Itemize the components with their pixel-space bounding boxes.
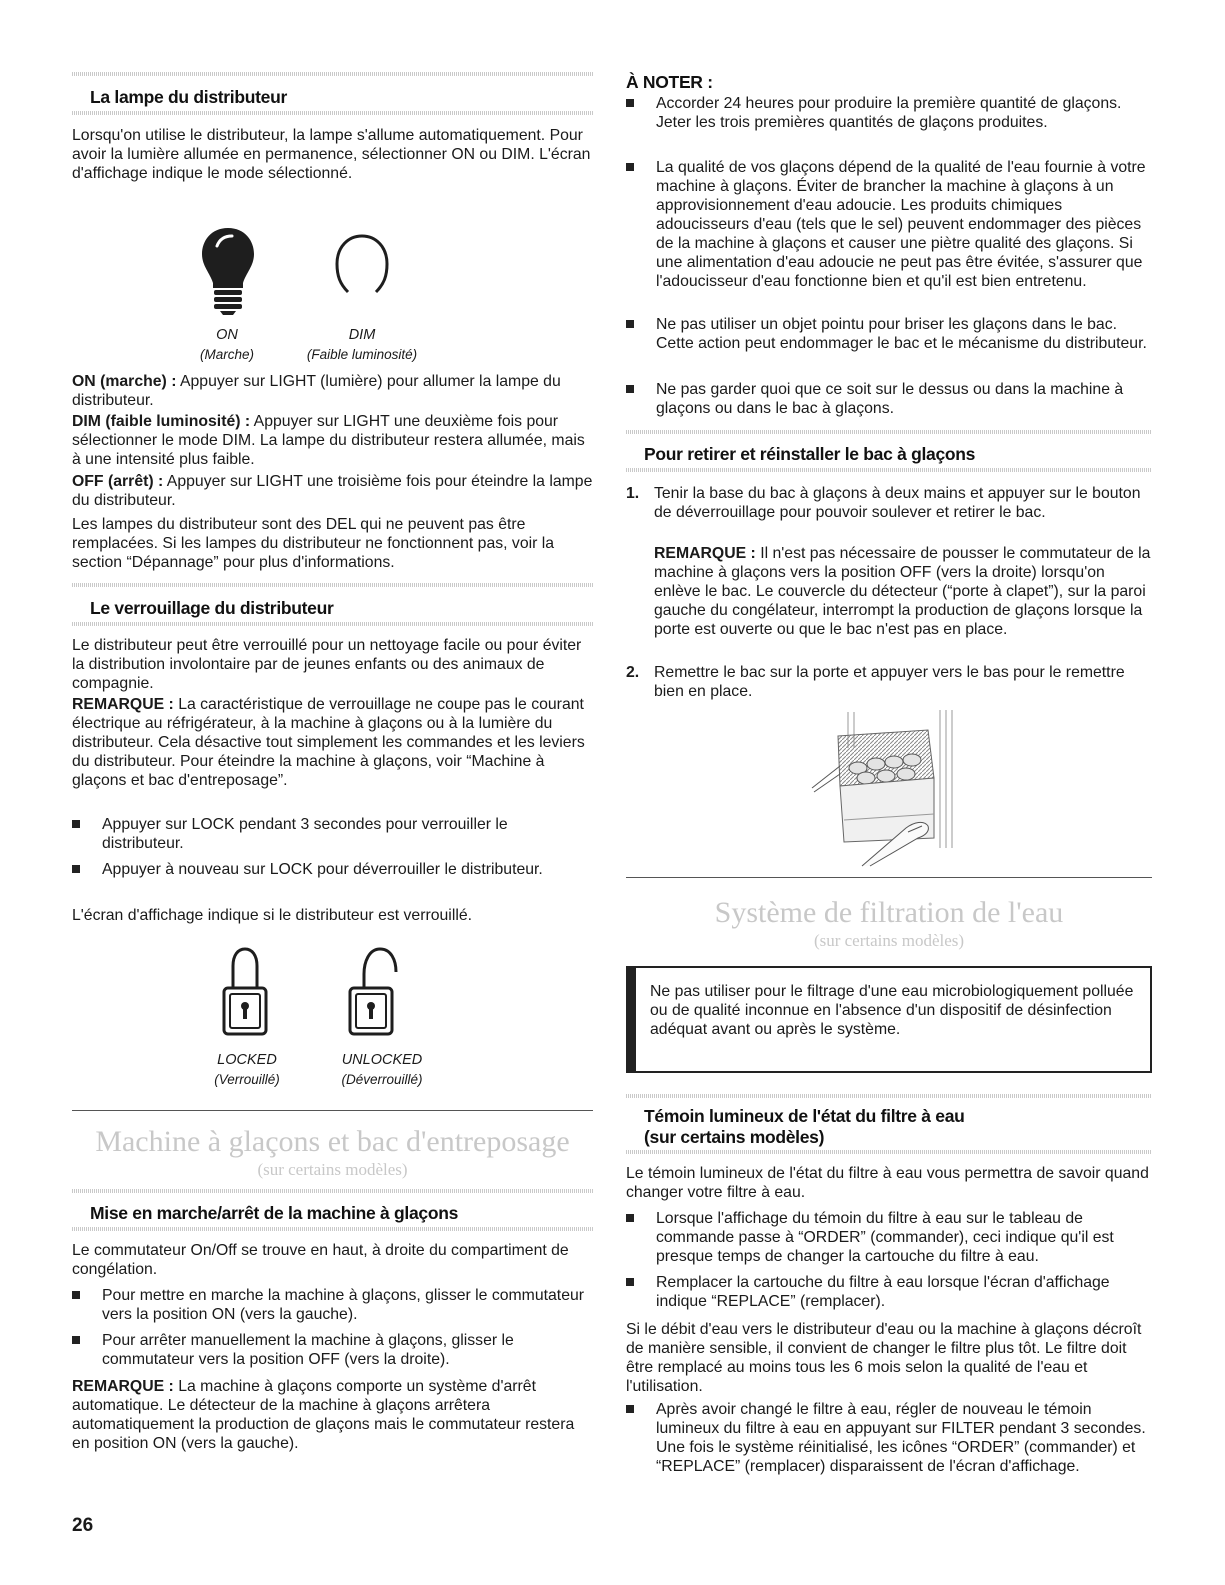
indicator-intro: Le témoin lumineux de l'état du filtre à eau vous permettra de savoir quand changer votre filtre à eau. [626, 1165, 1149, 1201]
bullet-square-icon [72, 865, 80, 873]
indicator-bullet: Remplacer la cartouche du filtre à eau lorsque l'écran d'affichage indique “REPLACE” (remplacer). [626, 1273, 1152, 1313]
onoff-heading: Mise en marche/arrêt de la machine à glaçons [90, 1203, 459, 1223]
notes-heading: À NOTER : [626, 72, 713, 92]
lamp-led-paragraph: Les lampes du distributeur sont des DEL qui ne peuvent pas être remplacées. Si les lampes du distributeur ne fonctionnent pas, voir la section “Dépannage” pour plus d'informations. [72, 516, 555, 571]
bin-heading: Pour retirer et réinstaller le bac à glaçons [644, 444, 976, 464]
lamp-dim-caption: DIM (Faible luminosité) [306, 327, 418, 362]
bullet-square-icon [626, 320, 634, 328]
indicator-heading: Témoin lumineux de l'état du filtre à eau (sur certains modèles) [644, 1106, 965, 1147]
lock-note-term: REMARQUE : [72, 696, 174, 713]
lamp-intro: Lorsqu'on utilise le distributeur, la lampe s'allume automatiquement. Pour avoir la lumière allumée en permanence, sélectionner ON ou DIM. L'écran d'affichage indique le mode sélectionné. [72, 127, 591, 182]
bin-step-1: 1. Tenir la base du bac à glaçons à deux mains et appuyer sur le bouton de déverrouillage pour pouvoir soulever et retirer le bac. [626, 485, 1141, 521]
locked-icon [222, 944, 268, 1038]
lock-heading: Le verrouillage du distributeur [90, 598, 334, 618]
section-rule [626, 468, 1152, 472]
section-rule [72, 1227, 593, 1231]
indicator-flow-text: Si le débit d'eau vers le distributeur d'eau ou la machine à glaçons décroît de manière sensible, il convient de changer le filtre plus tôt. Le filtre doit être remplacé au moins tous les 6 mois selon la qualité de l'eau et l'utilisation. [626, 1321, 1142, 1395]
bullet-square-icon [72, 1336, 80, 1344]
bullet-square-icon [626, 1278, 634, 1286]
bin-step-2: 2. Remettre le bac sur la porte et appuyer vers le bas pour le remettre bien en place. [626, 664, 1125, 700]
bullet-square-icon [72, 1291, 80, 1299]
lamp-off-paragraph: OFF (arrêt) : Appuyer sur LIGHT une troisième fois pour éteindre la lampe du distributeur. [72, 473, 593, 509]
warning-text: Ne pas utiliser pour le filtrage d'une eau microbiologiquement polluée ou de qualité inconnue en l'absence d'un dispositif de désinfection adéquat avant ou après le système. [650, 983, 1134, 1038]
section-rule [72, 1189, 593, 1193]
section-rule [72, 111, 593, 115]
notes-bullet: La qualité de vos glaçons dépend de la qualité de l'eau fournie à votre machine à glaçons. Éviter de brancher la machine à glaçons à un approvisionnement d'eau adoucie. Les produits chimiques adoucisseurs d'eau (tels que le sel) peuvent endommager des pièces de la machine à glaçons et causer une piètre qualité des glaçons. Si une alimentation d'eau adoucie ne peut pas être évitée, s'assurer que l'adoucisseur d'eau fonctionne bien et qu'il est bien entretenu. [626, 158, 1152, 308]
bullet-square-icon [72, 820, 80, 828]
section-rule [72, 72, 593, 76]
lock-bullet: Appuyer à nouveau sur LOCK pour déverrouiller le distributeur. [72, 860, 593, 900]
section-rule [72, 583, 593, 587]
unlocked-icon [348, 944, 408, 1038]
bin-step-1-note: REMARQUE : Il n'est pas nécessaire de pousser le commutateur de la machine à glaçons vers la position OFF (vers la droite) lorsqu'on enlève le bac. Le couvercle du détecteur (“porte à clapet”), sur la paroi gauche du congélateur, interrompt la production de glaçons lorsque la porte est ouverte ou que le bac n'est pas en place. [654, 545, 1151, 638]
onoff-intro: Le commutateur On/Off se trouve en haut, à droite du compartiment de congélation. [72, 1242, 569, 1278]
section-rule [626, 1094, 1152, 1098]
section-divider [626, 877, 1152, 878]
bullet-square-icon [626, 1405, 634, 1413]
onoff-note: REMARQUE : La machine à glaçons comporte un système d'arrêt automatique. Le détecteur de la machine à glaçons arrêtera automatiquement la production de glaçons mais le commutateur restera en position ON (vers la gauche). [72, 1378, 575, 1452]
lamp-dim-paragraph: DIM (faible luminosité) : Appuyer sur LIGHT une deuxième fois pour sélectionner le mode DIM. La lampe du distributeur restera allumée, mais à une intensité plus faible. [72, 413, 585, 468]
lamp-heading: La lampe du distributeur [90, 87, 287, 107]
bulb-dim-icon [334, 232, 390, 302]
off-term: OFF (arrêt) : [72, 473, 164, 490]
lamp-on-paragraph: ON (marche) : Appuyer sur LIGHT (lumière) pour allumer la lampe du distributeur. [72, 373, 561, 409]
filter-section-subtitle: (sur certains modèles) [813, 931, 965, 950]
bullet-square-icon [626, 1214, 634, 1222]
indicator-reset-bullet: Après avoir changé le filtre à eau, régler de nouveau le témoin lumineux du filtre à eau en appuyant sur FILTER pendant 3 secondes. Une fois le système réinitialisé, les icônes “ORDER” (commander) et “REPLACE” (remplacer) disparaissent de l'écran d'affichage. [626, 1400, 1152, 1496]
bulb-on-icon [198, 226, 258, 316]
filter-section-title: Système de filtration de l'eau [714, 896, 1064, 929]
unlocked-caption: UNLOCKED (Déverrouillé) [341, 1052, 423, 1087]
ice-bin-illustration [810, 708, 970, 868]
bin-note-term: REMARQUE : [654, 545, 756, 562]
lock-bullet: Appuyer sur LOCK pendant 3 secondes pour verrouiller le distributeur. [72, 815, 593, 855]
lock-note: REMARQUE : La caractéristique de verrouillage ne coupe pas le courant électrique au réfrigérateur, à la machine à glaçons ou à la lumière du distributeur. Cela désactive tout simplement les commandes et les leviers du distributeur. Pour éteindre la machine à glaçons, voir “Machine à glaçons et bac d'entreposage”. [72, 696, 585, 789]
notes-bullet: Ne pas utiliser un objet pointu pour briser les glaçons dans le bac. Cette action peut endommager le bac et le mécanisme du distributeur. [626, 315, 1152, 373]
page-number: 26 [72, 1515, 94, 1536]
indicator-bullet: Lorsque l'affichage du témoin du filtre à eau sur le tableau de commande passe à “ORDER” (commander), ceci indique qu'il est presque temps de changer la cartouche du filtre à eau. [626, 1209, 1152, 1267]
section-rule [626, 1150, 1152, 1154]
notes-bullet: Accorder 24 heures pour produire la première quantité de glaçons. Jeter les trois premières quantités de glaçons produites. [626, 94, 1152, 152]
dim-term: DIM (faible luminosité) : [72, 413, 251, 430]
bullet-square-icon [626, 163, 634, 171]
lock-display-text: L'écran d'affichage indique si le distributeur est verrouillé. [72, 907, 473, 924]
onoff-bullet: Pour arrêter manuellement la machine à glaçons, glisser le commutateur vers la position OFF (vers la droite). [72, 1331, 593, 1371]
icemaker-section-subtitle: (sur certains modèles) [257, 1160, 408, 1179]
section-divider [72, 1110, 593, 1111]
onoff-note-term: REMARQUE : [72, 1378, 174, 1395]
warning-box [626, 966, 1152, 1073]
icemaker-section-title: Machine à glaçons et bac d'entreposage [95, 1125, 570, 1158]
bullet-square-icon [626, 99, 634, 107]
on-term: ON (marche) : [72, 373, 177, 390]
locked-caption: LOCKED (Verrouillé) [214, 1052, 280, 1087]
section-rule [626, 430, 1152, 434]
section-rule [72, 622, 593, 626]
onoff-bullet: Pour mettre en marche la machine à glaçons, glisser le commutateur vers la position ON (vers la gauche). [72, 1286, 593, 1326]
notes-bullet: Ne pas garder quoi que ce soit sur le dessus ou dans la machine à glaçons ou dans le bac à glaçons. [626, 380, 1152, 420]
lock-intro: Le distributeur peut être verrouillé pour un nettoyage facile ou pour éviter la distribution involontaire par de jeunes enfants ou des animaux de compagnie. [72, 637, 582, 692]
bullet-square-icon [626, 385, 634, 393]
lamp-on-caption: ON (Marche) [199, 327, 254, 362]
